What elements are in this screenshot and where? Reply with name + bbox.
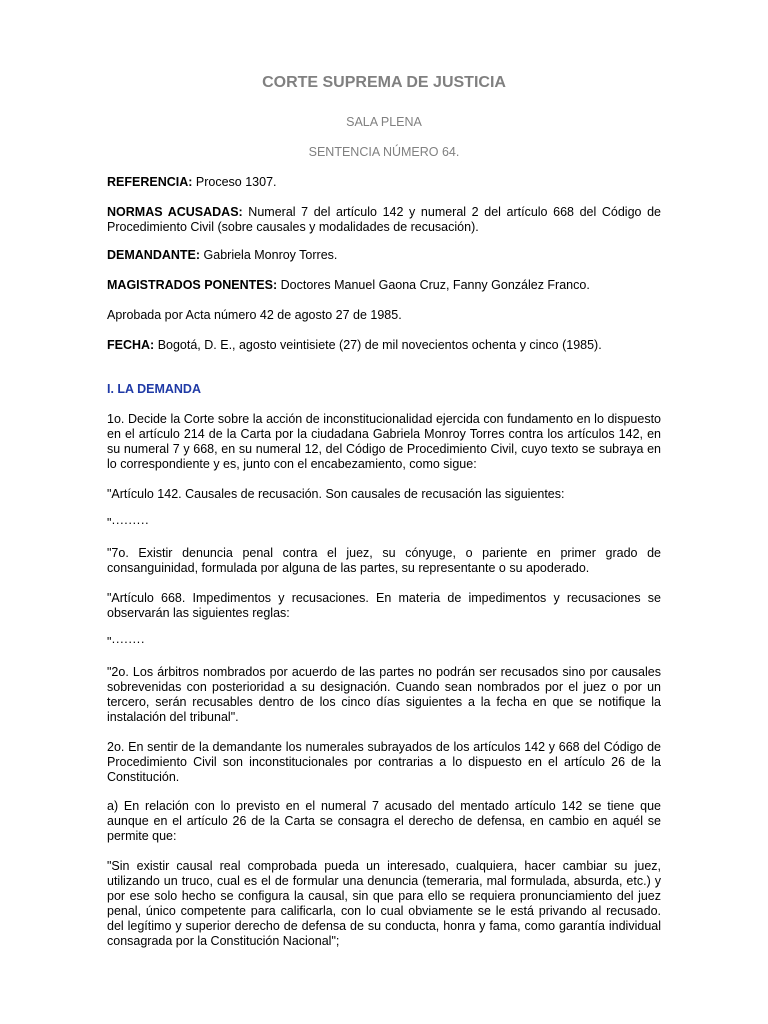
fecha-value: Bogotá, D. E., agosto veintisiete (27) de mil novecientos ochenta y cinco (1985). (154, 338, 602, 352)
paragraph: "2o. Los árbitros nombrados por acuerdo de las partes no podrán ser recusados sino por causales sobrevenidas con posterioridad a su designación. Cuando sean nombrados por el juez o por un tercero, serán recusables dentro de los cinco días siguientes a la fecha en que se notifique la instalación del tribunal". (107, 665, 661, 724)
paragraph: "Artículo 668. Impedimentos y recusaciones. En materia de impedimentos y recusaciones se observarán las siguientes reglas: (107, 591, 661, 620)
demandante-label: DEMANDANTE: (107, 248, 201, 262)
magistrados-label: MAGISTRADOS PONENTES: (107, 278, 278, 292)
document-title: CORTE SUPREMA DE JUSTICIA (262, 74, 506, 91)
paragraph: 2o. En sentir de la demandante los numerales subrayados de los artículos 142 y 668 del Código de Procedimiento Civil son inconstitucionales por contrarias a lo dispuesto en el artículo 26 de la Constitución. (107, 740, 661, 784)
normas-line (107, 205, 661, 235)
referencia-line (107, 175, 661, 190)
paragraph: a) En relación con lo previsto en el numeral 7 acusado del mentado artículo 142 se tiene que aunque en el artículo 26 de la Carta se consagra el derecho de defensa, en cambio en aquél se permite que: (107, 799, 661, 843)
aprobada-line: Aprobada por Acta número 42 de agosto 27 de 1985. (107, 308, 402, 322)
fecha-line (107, 338, 661, 353)
paragraph: "········· (107, 516, 149, 530)
fecha-label: FECHA: (107, 338, 155, 352)
paragraph: "········ (107, 635, 145, 649)
paragraph: "Artículo 142. Causales de recusación. Son causales de recusación las siguientes: (107, 487, 565, 501)
magistrados-value: Doctores Manuel Gaona Cruz, Fanny González Franco. (277, 278, 590, 292)
sala-label: SALA PLENA (346, 115, 422, 129)
section-heading: I. LA DEMANDA (107, 382, 201, 396)
paragraph: "7o. Existir denuncia penal contra el juez, su cónyuge, o pariente en primer grado de consanguinidad, formulada por alguna de las partes, su representante o su apoderado. (107, 546, 661, 575)
demandante-line (107, 248, 661, 263)
paragraph: 1o. Decide la Corte sobre la acción de inconstitucionalidad ejercida con fundamento en lo dispuesto en el artículo 214 de la Carta por la ciudadana Gabriela Monroy Torres contra los artículos 142, en su numeral 7 y 668, en su numeral 12, del Código de Procedimiento Civil, cuyo texto se subraya en lo correspondiente y es, junto con el encabezamiento, como sigue: (107, 412, 661, 471)
paragraph: "Sin existir causal real comprobada pueda un interesado, cualquiera, hacer cambiar su juez, utilizando un truco, cual es el de formular una denuncia (temeraria, mal formulada, absurda, etc.) y por ese solo hecho se configura la causal, sin que para ello se requiera pronunciamiento del juez penal, único competente para calificarla, con lo cual obviamente se le está privando al recusado. del legítimo y superior derecho de defensa de su conducta, honra y fama, como garantía individual consagrada por la Constitución Nacional"; (107, 859, 661, 948)
referencia-value: Proceso 1307. (192, 175, 277, 189)
normas-label: NORMAS ACUSADAS: (107, 205, 243, 219)
referencia-label: REFERENCIA: (107, 175, 193, 189)
demandante-value: Gabriela Monroy Torres. (200, 248, 338, 262)
magistrados-line (107, 278, 661, 293)
sentencia-label: SENTENCIA NÚMERO 64. (308, 145, 460, 159)
normas-value: Numeral 7 del artículo 142 y numeral 2 del artículo 668 del Código de Procedimiento Civil (sobre causales y modalidades de recusación). (107, 205, 661, 234)
